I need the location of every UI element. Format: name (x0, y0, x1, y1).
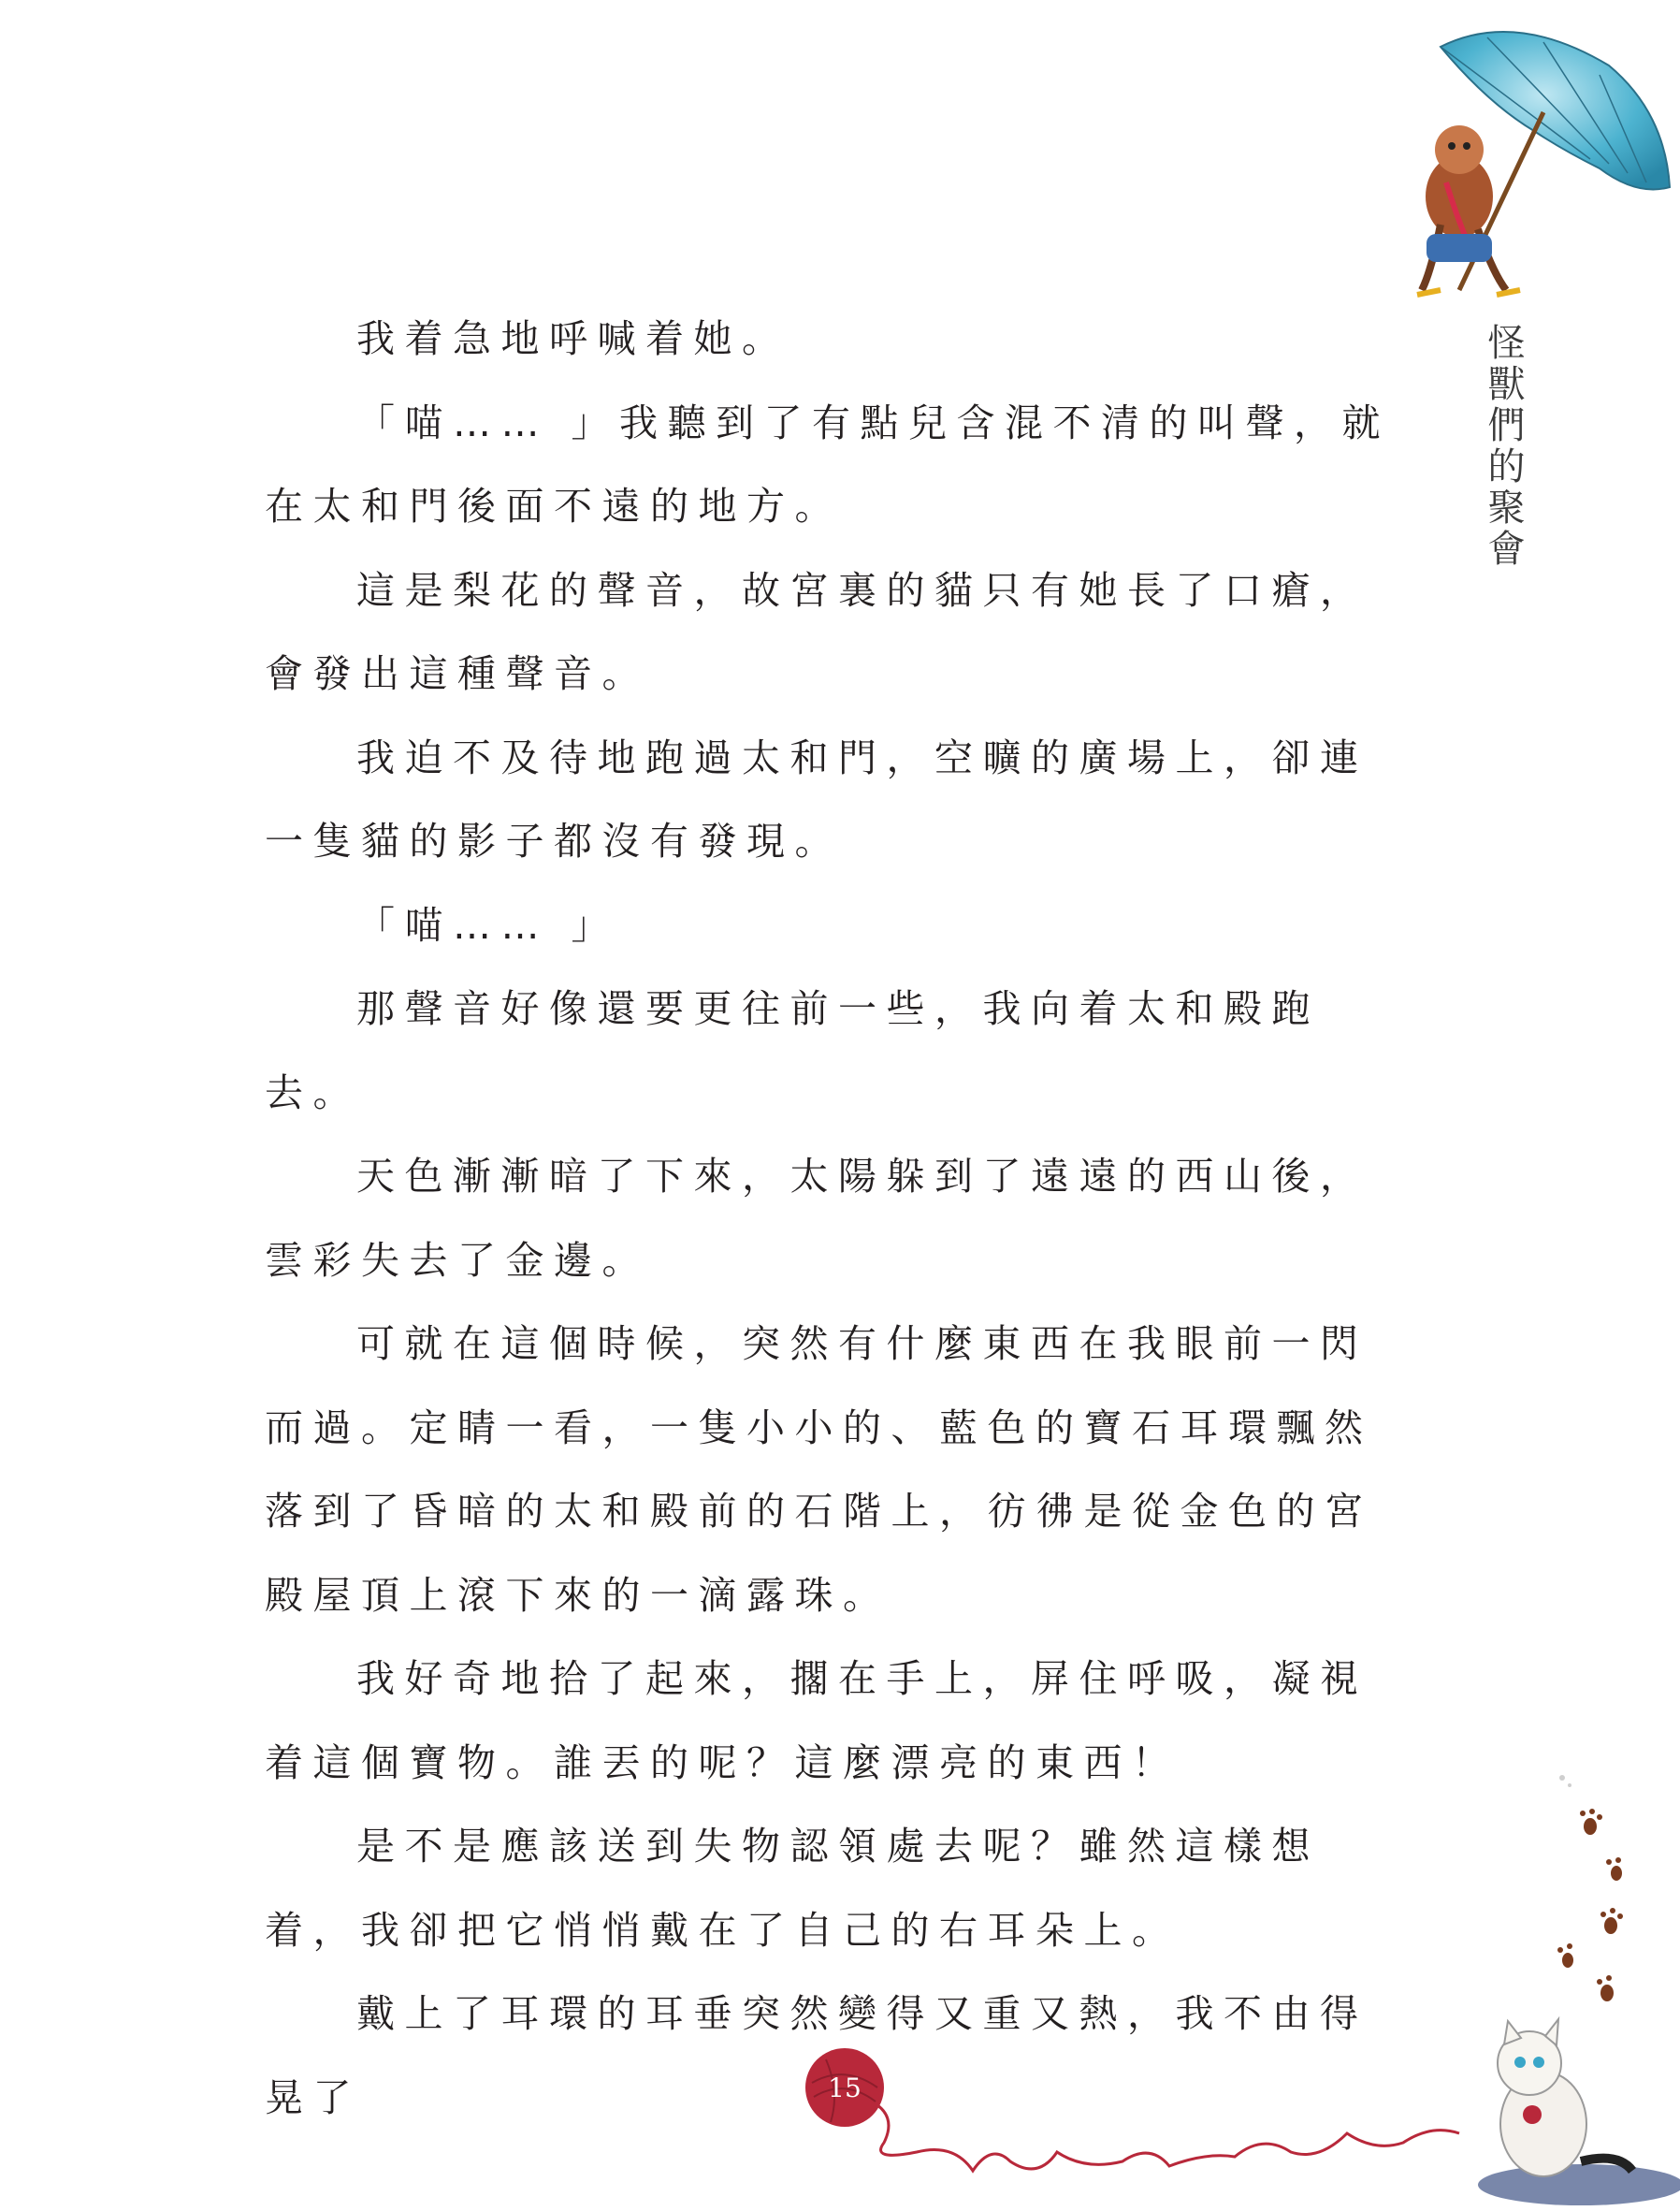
body-text (265, 298, 1406, 2140)
paragraph: 「喵…… 」我聽到了有點兒含混不清的叫聲，就在太和門後面不遠的地方。 (265, 400, 1391, 529)
paragraph: 我好奇地拾了起來，擱在手上，屏住呼吸，凝視着這個寶物。誰丟的呢？這麼漂亮的東西！ (265, 1656, 1369, 1785)
paragraph: 那聲音好像還要更往前一些，我向着太和殿跑去。 (265, 986, 1320, 1115)
side-chapter-title: 怪獸們的聚會 (1482, 323, 1525, 570)
page-number: 15 (828, 2072, 862, 2103)
paragraph: 這是梨花的聲音，故宮裏的貓只有她長了口瘡，會發出這種聲音。 (265, 567, 1369, 696)
umbrella-monkey-illustration (1403, 9, 1680, 327)
paragraph: 戴上了耳環的耳垂突然變得又重又熱，我不由得晃了 (265, 1991, 1369, 2120)
paragraph: 我迫不及待地跑過太和門，空曠的廣場上，卻連一隻貓的影子都沒有發現。 (265, 735, 1369, 864)
paragraph: 我着急地呼喊着她。 (356, 316, 790, 361)
paragraph: 天色漸漸暗了下來，太陽躲到了遠遠的西山後，雲彩失去了金邊。 (265, 1154, 1369, 1283)
paragraph: 可就在這個時候，突然有什麼東西在我眼前一閃而過。定睛一看，一隻小小的、藍色的寶石耳環飄然落到了昏暗的太和殿前的石階上，彷彿是從金色的宮殿屋頂上滾下來的一滴露珠。 (265, 1321, 1373, 1618)
paw-prints-icon (1534, 1768, 1637, 2012)
paragraph: 「喵…… 」 (356, 902, 620, 948)
paragraph: 是不是應該送到失物認領處去呢？雖然這樣想着，我卻把它悄悄戴在了自己的右耳朵上。 (265, 1824, 1320, 1953)
cat-illustration (1431, 1993, 1680, 2211)
